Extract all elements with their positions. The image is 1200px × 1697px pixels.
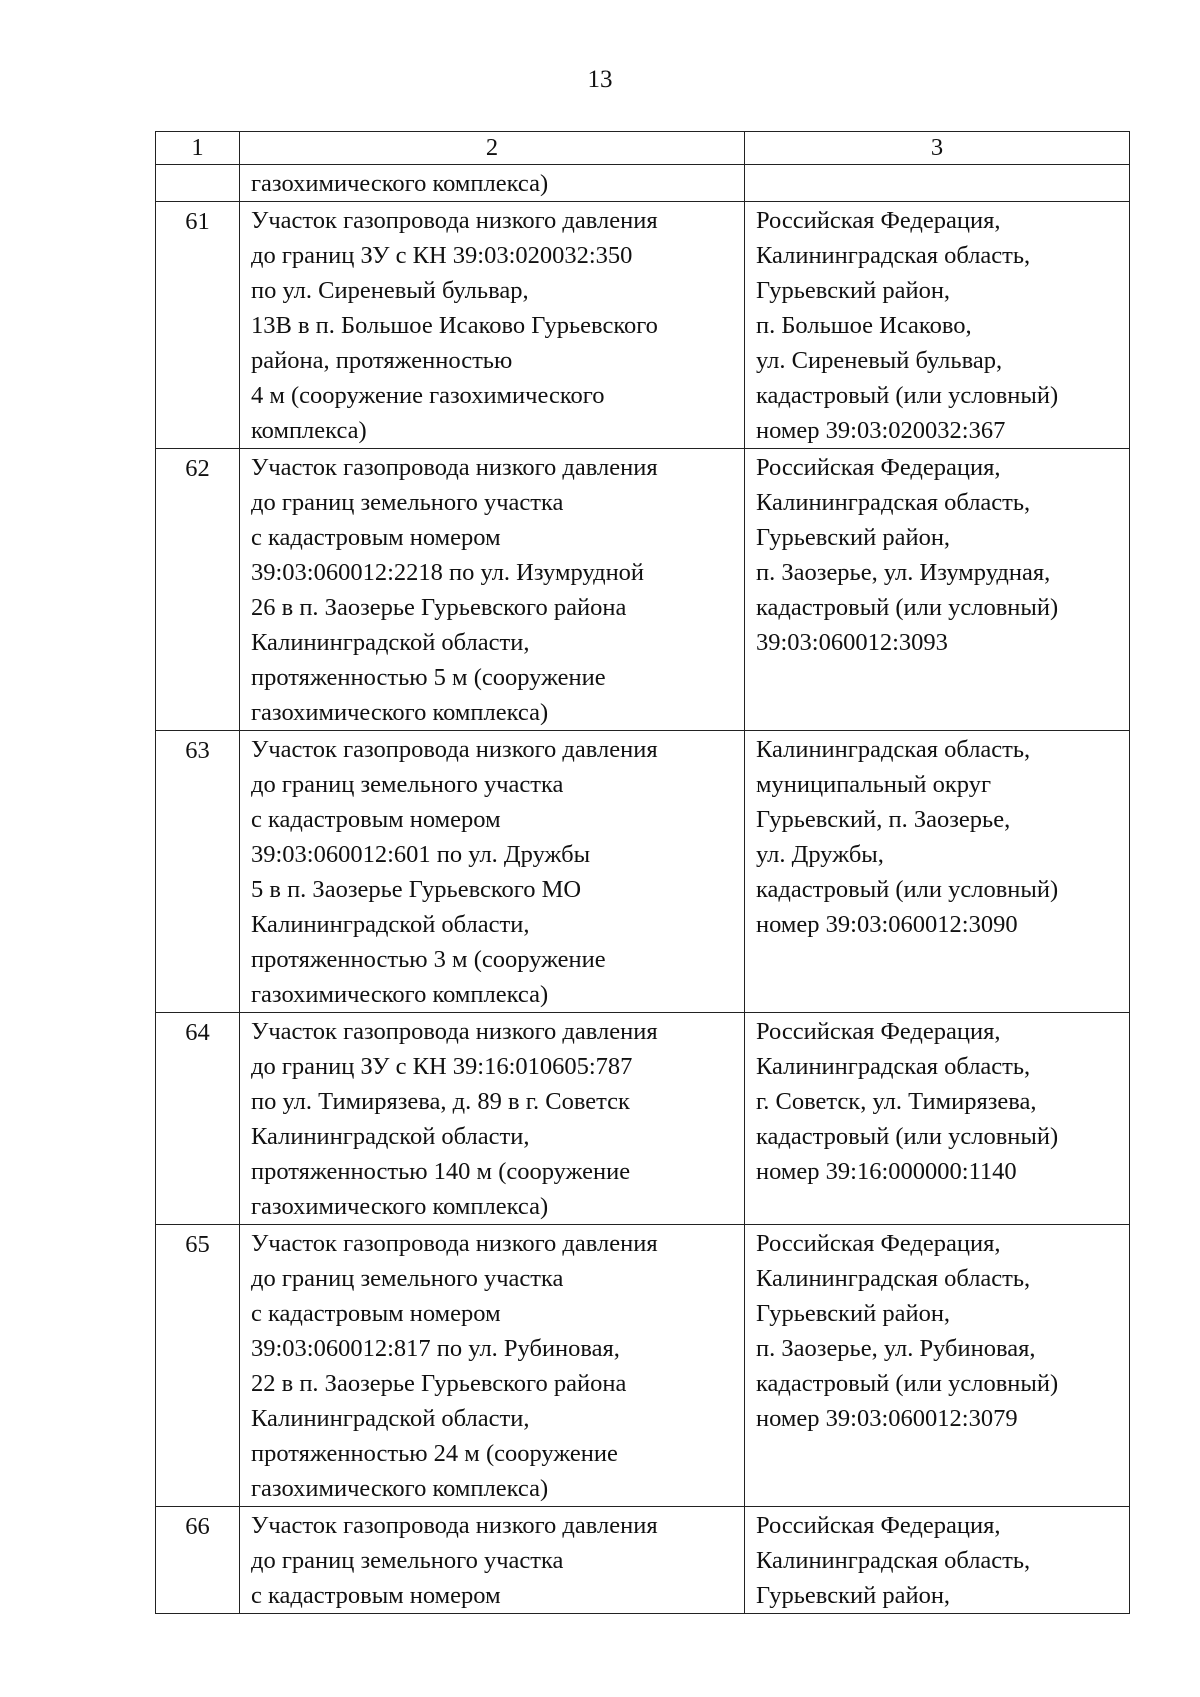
address-line: п. Заозерье, ул. Рубиновая, [756,1335,1036,1362]
address-line: номер 39:16:000000:1140 [756,1158,1017,1185]
object-description-cell [240,449,745,731]
description-line: Участок газопровода низкого давления [251,1018,658,1045]
description-line: с кадастровым номером [251,1582,501,1609]
address-line: ул. Дружбы, [756,841,884,868]
address-line: Российская Федерация, [756,1230,1001,1257]
address-line: ул. Сиреневый бульвар, [756,347,1003,374]
description-line: газохимического комплекса) [251,1193,549,1220]
address-line: кадастровый (или условный) [756,876,1059,903]
description-line: с кадастровым номером [251,806,501,833]
address-line: г. Советск, ул. Тимирязева, [756,1088,1037,1115]
header-col-2: 2 [240,132,745,165]
object-description-cell [240,165,745,202]
object-description-cell [240,1507,745,1614]
description-line: 4 м (сооружение газохимического [251,382,605,409]
table-row [156,449,1130,731]
address-line: Российская Федерация, [756,454,1001,481]
row-number [156,165,240,202]
description-line: Калининградской области, [251,1123,530,1150]
description-line: протяженностью 24 м (сооружение [251,1440,618,1467]
table-row [156,202,1130,449]
description-line: 13В в п. Большое Исаково Гурьевского [251,312,658,339]
description-line: до границ земельного участка [251,771,564,798]
description-line: до границ земельного участка [251,1547,564,1574]
address-line: кадастровый (или условный) [756,1370,1059,1397]
description-line: 39:03:060012:601 по ул. Дружбы [251,841,591,868]
table-row [156,1225,1130,1507]
description-line: Калининградской области, [251,629,530,656]
address-line: Калининградская область, [756,489,1031,516]
description-line: 5 в п. Заозерье Гурьевского МО [251,876,582,903]
description-line: протяженностью 140 м (сооружение [251,1158,631,1185]
row-number: 65 [156,1225,240,1507]
description-line: до границ земельного участка [251,489,564,516]
property-table [155,131,1130,1614]
description-line: газохимического комплекса) [251,170,549,197]
description-line: Участок газопровода низкого давления [251,1512,658,1539]
row-number: 63 [156,731,240,1013]
address-line: Калининградская область, [756,1053,1031,1080]
address-line: номер 39:03:020032:367 [756,417,1006,444]
object-address-cell [745,165,1130,202]
table-row [156,1507,1130,1614]
object-address-cell [745,731,1130,1013]
address-line: Гурьевский, п. Заозерье, [756,806,1011,833]
address-line: номер 39:03:060012:3090 [756,911,1018,938]
address-line: муниципальный округ [756,771,991,798]
address-line: Гурьевский район, [756,1300,951,1327]
address-line: номер 39:03:060012:3079 [756,1405,1018,1432]
description-line: 26 в п. Заозерье Гурьевского района [251,594,627,621]
description-line: Калининградской области, [251,1405,530,1432]
description-line: Участок газопровода низкого давления [251,736,658,763]
description-line: Калининградской области, [251,911,530,938]
address-line: Гурьевский район, [756,277,951,304]
description-line: газохимического комплекса) [251,981,549,1008]
description-line: по ул. Тимирязева, д. 89 в г. Советск [251,1088,630,1115]
description-line: по ул. Сиреневый бульвар, [251,277,529,304]
object-address-cell [745,202,1130,449]
address-line: 39:03:060012:3093 [756,629,948,656]
address-line: Калининградская область, [756,1265,1031,1292]
address-line: Калининградская область, [756,736,1031,763]
object-address-cell [745,1013,1130,1225]
object-address-cell [745,1225,1130,1507]
description-line: 22 в п. Заозерье Гурьевского района [251,1370,627,1397]
description-line: протяженностью 3 м (сооружение [251,946,606,973]
row-number: 61 [156,202,240,449]
description-line: Участок газопровода низкого давления [251,207,658,234]
address-line: Гурьевский район, [756,1582,951,1609]
description-line: до границ земельного участка [251,1265,564,1292]
description-line: с кадастровым номером [251,524,501,551]
object-address-cell [745,449,1130,731]
address-line: п. Большое Исаково, [756,312,972,339]
address-line: Российская Федерация, [756,1018,1001,1045]
address-line: Гурьевский район, [756,524,951,551]
table-row [156,731,1130,1013]
description-line: комплекса) [251,417,367,444]
description-line: до границ ЗУ с КН 39:03:020032:350 [251,242,633,269]
address-line: кадастровый (или условный) [756,1123,1059,1150]
address-line: п. Заозерье, ул. Изумрудная, [756,559,1051,586]
description-line: протяженностью 5 м (сооружение [251,664,606,691]
description-line: газохимического комплекса) [251,699,549,726]
row-number: 64 [156,1013,240,1225]
description-line: с кадастровым номером [251,1300,501,1327]
object-description-cell [240,202,745,449]
description-line: Участок газопровода низкого давления [251,454,658,481]
description-line: до границ ЗУ с КН 39:16:010605:787 [251,1053,633,1080]
address-line: кадастровый (или условный) [756,382,1059,409]
table-row [156,165,1130,202]
table-row [156,1013,1130,1225]
description-line: газохимического комплекса) [251,1475,549,1502]
description-line: 39:03:060012:817 по ул. Рубиновая, [251,1335,620,1362]
address-line: Калининградская область, [756,242,1031,269]
object-description-cell [240,1013,745,1225]
object-description-cell [240,731,745,1013]
address-line: Калининградская область, [756,1547,1031,1574]
object-description-cell [240,1225,745,1507]
table-header-row [156,132,1130,165]
table-body [156,165,1130,1614]
object-address-cell [745,1507,1130,1614]
header-col-1: 1 [156,132,240,165]
row-number: 66 [156,1507,240,1614]
header-col-3: 3 [745,132,1130,165]
address-line: Российская Федерация, [756,1512,1001,1539]
page-number: 13 [587,66,613,93]
row-number: 62 [156,449,240,731]
description-line: района, протяженностью [251,347,513,374]
description-line: 39:03:060012:2218 по ул. Изумрудной [251,559,645,586]
address-line: Российская Федерация, [756,207,1001,234]
description-line: Участок газопровода низкого давления [251,1230,658,1257]
address-line: кадастровый (или условный) [756,594,1059,621]
